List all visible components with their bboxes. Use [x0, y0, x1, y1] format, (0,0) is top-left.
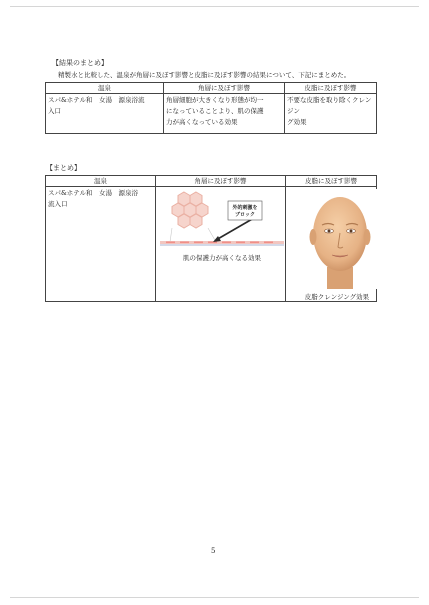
summary-spring-line: スパ&ホテル和 女湯 源泉浴: [48, 189, 138, 197]
results-header-spring: 温泉: [46, 83, 164, 94]
results-spring-line: 入口: [48, 107, 61, 115]
results-stratum-line: 角層細胞が大きくなり形態が均一: [166, 96, 264, 104]
summary-header-sebum: 皮脂に及ぼす影響: [286, 176, 377, 187]
results-sebum-line: 不要な皮脂を取り除くクレンジン: [287, 96, 372, 115]
page-number: 5: [211, 547, 216, 555]
results-header-sebum: 皮脂に及ぼす影響: [285, 83, 377, 94]
results-cell-stratum: [164, 94, 285, 134]
results-row: [46, 94, 377, 134]
callout-line: ブロック: [235, 212, 255, 218]
results-header-row: [46, 83, 377, 94]
stratum-illustration: [158, 190, 286, 252]
summary-cell-spring: [46, 187, 156, 302]
left-ear: [310, 229, 317, 245]
summary-header-stratum: 角層に及ぼす影響: [156, 176, 286, 187]
skin-layer-mid: [160, 244, 284, 246]
corneocyte-honeycomb: [172, 192, 208, 228]
stratum-caption: 肌の保護力が高くなる効果: [183, 254, 261, 262]
bottom-rule: [10, 597, 419, 598]
results-heading: 【結果のまとめ】: [52, 59, 108, 67]
results-stratum-line: 力が高くなっている効果: [166, 118, 238, 126]
face-illustration: [300, 189, 378, 289]
top-rule: [10, 6, 419, 7]
left-iris: [328, 230, 331, 233]
arrow-icon: [213, 218, 254, 242]
right-ear: [364, 229, 371, 245]
results-sebum-line: グ効果: [287, 118, 307, 126]
summary-heading: 【まとめ】: [46, 164, 81, 172]
results-table: [45, 82, 377, 134]
sebum-caption: 皮脂クレンジング効果: [304, 293, 370, 301]
projection-lines: [170, 228, 216, 242]
callout-line: 外的刺激を: [232, 205, 258, 211]
results-intro: 精製水と比較した、温泉が角層に及ぼす影響と皮脂に及ぼす影響の結果について、下記にまとめた。: [58, 71, 351, 79]
summary-header-row: [46, 176, 377, 187]
results-stratum-line: になっていることより、肌の保護: [166, 107, 264, 115]
summary-header-spring: 温泉: [46, 176, 156, 187]
corneocyte-cell: [178, 214, 190, 228]
right-iris: [350, 230, 353, 233]
results-header-stratum: 角層に及ぼす影響: [164, 83, 285, 94]
results-cell-sebum: [285, 94, 377, 134]
summary-spring-line: 流入口: [48, 200, 68, 208]
results-spring-line: スパ&ホテル和 女湯 源泉浴流: [48, 96, 145, 104]
results-cell-spring: [46, 94, 164, 134]
corneocyte-cell: [190, 214, 202, 228]
